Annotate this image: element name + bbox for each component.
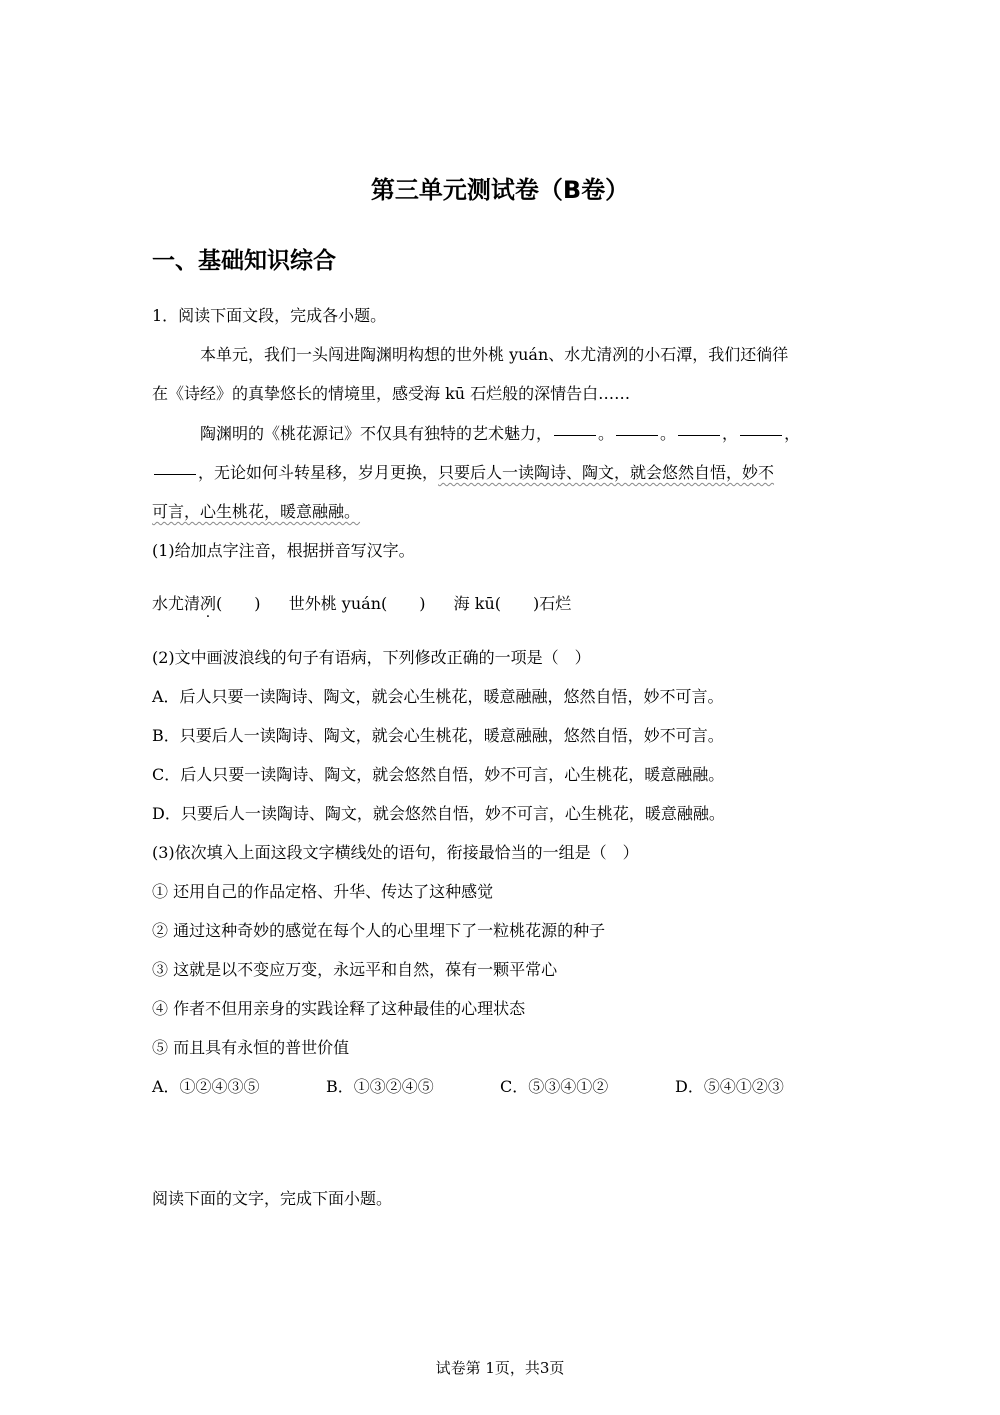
passage-text: 陶渊明的《桃花源记》不仅具有独特的艺术魅力， [200, 424, 553, 443]
sentence-item: ① 还用自己的作品定格、升华、传达了这种感觉 [152, 882, 494, 901]
sentence-item: ② 通过这种奇妙的感觉在每个人的心里埋下了一粒桃花源的种子 [152, 921, 606, 940]
section-heading: 一、基础知识综合 [152, 248, 336, 274]
sentence-item: ⑤ 而且具有永恒的普世价值 [152, 1038, 350, 1057]
page-footer: 试卷第 1页，共3页 [435, 1359, 565, 1377]
sub-question-2: (2)文中画波浪线的句子有语病，下列修改正确的一项是（ ） [152, 648, 591, 667]
choice-option[interactable]: B．只要后人一读陶诗、陶文，就会心生桃花，暖意融融，悠然自悟，妙不可言。 [152, 726, 724, 745]
sentence-item: ④ 作者不但用亲身的实践诠释了这种最佳的心理状态 [152, 999, 526, 1018]
choice-option[interactable]: C．后人只要一读陶诗、陶文，就会悠然自悟，妙不可言，心生桃花，暖意融融。 [152, 765, 725, 784]
passage-line: 本单元，我们一头闯进陶渊明构想的世外桃 yuán、水尤清冽的小石潭，我们还徜徉 [200, 345, 789, 364]
passage-line [152, 499, 360, 522]
question-1-prompt: 1．阅读下面文段，完成各小题。 [152, 306, 387, 325]
sub-question-1: (1)给加点字注音，根据拼音写汉字。 [152, 541, 415, 560]
choice-option[interactable]: A．后人只要一读陶诗、陶文，就会心生桃花，暖意融融，悠然自悟，妙不可言。 [152, 687, 724, 706]
choice-option-c[interactable]: C．⑤③④①② [500, 1077, 609, 1096]
answer-blank[interactable] [678, 434, 720, 436]
dotted-char: 冽 [200, 594, 217, 613]
choice-option-b[interactable]: B．①③②④⑤ [326, 1077, 434, 1096]
sentence-item: ③ 这就是以不变应万变，永远平和自然，葆有一颗平常心 [152, 960, 558, 979]
passage-line: 在《诗经》的真挚悠长的情境里，感受海 kū 石烂般的深情告白…… [152, 384, 631, 403]
punct: ， [722, 424, 739, 443]
wavy-underlined-sentence: 可言，心生桃花，暖意融融。 [152, 502, 361, 521]
passage-line-with-blanks [200, 421, 800, 444]
pinyin-item: 世外桃 yuán( ) [288, 594, 426, 613]
pinyin-item: 海 kū( )石烂 [453, 594, 572, 613]
reading-prompt: 阅读下面的文字，完成下面小题。 [152, 1189, 393, 1208]
punct: ， [784, 424, 801, 443]
answer-blank[interactable] [154, 473, 196, 475]
pinyin-row [152, 591, 571, 614]
pinyin-item: 水尤清冽( ) [152, 594, 261, 613]
choice-option-d[interactable]: D．⑤④①②③ [675, 1077, 784, 1096]
answer-blank[interactable] [616, 434, 658, 436]
choice-option[interactable]: D．只要后人一读陶诗、陶文，就会悠然自悟，妙不可言，心生桃花，暖意融融。 [152, 804, 725, 823]
page-title: 第三单元测试卷（B卷） [370, 176, 630, 204]
wavy-underlined-sentence: 只要后人一读陶诗、陶文，就会悠然自悟，妙不 [438, 463, 775, 482]
punct: 。 [598, 424, 615, 443]
answer-blank[interactable] [554, 434, 596, 436]
passage-text: ，无论如何斗转星移，岁月更换， [198, 463, 439, 482]
passage-line [152, 460, 774, 483]
answer-blank[interactable] [740, 434, 782, 436]
punct: 。 [660, 424, 677, 443]
choice-option-a[interactable]: A．①②④③⑤ [152, 1077, 260, 1096]
sub-question-3: (3)依次填入上面这段文字横线处的语句，衔接最恰当的一组是（ ） [152, 843, 639, 862]
